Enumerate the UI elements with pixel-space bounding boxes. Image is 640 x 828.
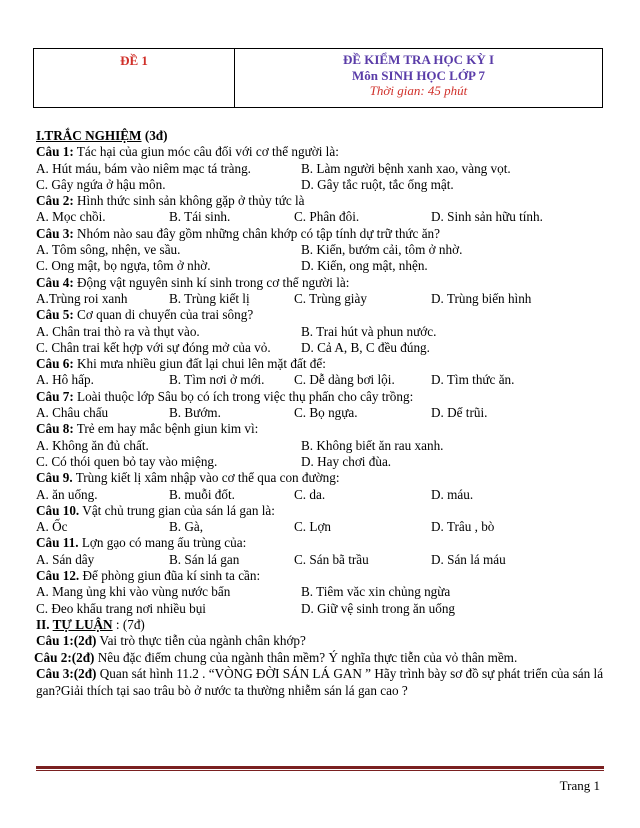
question-stem [36, 144, 606, 160]
answer-option: C. Có thói quen bỏ tay vào miệng. [36, 453, 218, 469]
answer-option: B. Gà, [169, 519, 204, 535]
essay-label: Câu 2:(2đ) [34, 649, 95, 665]
question-label: Câu 3: [36, 225, 74, 241]
answer-option: A. Hô hấp. [36, 372, 94, 388]
question-text: Tác hại của giun móc câu đối với cơ thể người là: [73, 144, 339, 160]
exam-title: ĐỀ KIỂM TRA HỌC KỲ I [342, 52, 495, 67]
option-row [36, 340, 606, 356]
question-label: Câu 5: [36, 307, 74, 323]
exam-info [235, 49, 602, 107]
answer-option: A. Hút máu, bám vào niêm mạc tá tràng. [36, 160, 251, 176]
option-row [36, 372, 606, 388]
question-label: Câu 7: [36, 388, 74, 404]
essay-question [34, 650, 606, 667]
answer-option: D. Giữ vệ sinh trong ăn uống [301, 600, 456, 616]
answer-option: C. da. [294, 486, 326, 502]
answer-option: C. Chân trai kết hợp với sự đóng mở của vỏ. [36, 339, 271, 355]
answer-option: D. Hay chơi đùa. [301, 453, 392, 469]
answer-option: B. Trai hút và phun nước. [301, 323, 437, 339]
question-label: Câu 12. [36, 568, 80, 584]
question-text: Trùng kiết lị xâm nhập vào cơ thể qua con đường: [72, 470, 340, 486]
question-stem [36, 356, 606, 372]
answer-option: B. muỗi đốt. [169, 486, 235, 502]
question-text: Lợn gạo có mang ấu trùng của: [78, 535, 247, 551]
question-stem [36, 389, 606, 405]
question-stem [36, 503, 606, 519]
answer-option: A. Tôm sông, nhện, ve sầu. [36, 242, 181, 258]
question-text: Hình thức sinh sản không gặp ở thủy tức là [73, 193, 305, 209]
answer-option: A. Mọc chồi. [36, 209, 106, 225]
option-row [36, 209, 606, 225]
answer-option: C. Ong mật, bọ ngựa, tôm ở nhờ. [36, 258, 211, 274]
footer-rule [36, 766, 604, 769]
essay-text: Nêu đặc điểm chung của ngành thân mềm? Ý nghĩa thực tiễn của vỏ thân mềm. [94, 649, 518, 665]
option-row [36, 161, 606, 177]
answer-option: B. Bướm. [169, 405, 221, 421]
answer-option: D. Dế trũi. [431, 405, 488, 421]
option-row [36, 438, 606, 454]
answer-option: B. Sán lá gan [169, 551, 240, 567]
question-stem [36, 568, 606, 584]
question-stem [36, 535, 606, 551]
header-table [33, 48, 603, 108]
answer-option: D. Gây tắc ruột, tắc ống mật. [301, 176, 454, 192]
question-text: Để phòng giun đũa kí sinh ta cần: [79, 568, 261, 584]
option-row [36, 324, 606, 340]
option-row [36, 258, 606, 274]
answer-option: C. Trùng giày [294, 290, 367, 306]
answer-option: D. Tìm thức ăn. [431, 372, 515, 388]
question-label: Câu 8: [36, 421, 74, 437]
exam-content [36, 128, 606, 699]
answer-option: A.Trùng roi xanh [36, 290, 128, 306]
answer-option: B. Kiến, bướm cải, tôm ở nhờ. [301, 242, 463, 258]
exam-time: Thời gian: 45 phút [369, 83, 468, 98]
question-text: Trẻ em hay mắc bệnh giun kim vì: [73, 421, 259, 437]
question-label: Câu 9. [36, 470, 73, 486]
option-row [36, 487, 606, 503]
answer-option: D. Cả A, B, C đều đúng. [301, 339, 430, 355]
question-label: Câu 11. [36, 535, 79, 551]
answer-option: C. Phân đôi. [294, 209, 360, 225]
essay-label: Câu 1:(2đ) [36, 633, 97, 649]
answer-option: A. Mang ủng khi vào vùng nước bẩn [36, 584, 231, 600]
question-stem [36, 307, 606, 323]
question-text: Khi mưa nhiều giun đất lại chui lên mặt đất để: [73, 356, 326, 372]
question-list [36, 144, 606, 617]
part1-heading: I.TRẮC NGHIỆM (3đ) [36, 128, 168, 143]
question-text: Động vật nguyên sinh kí sinh trong cơ thể người là: [73, 274, 350, 290]
question-label: Câu 10. [36, 502, 80, 518]
essay-text: Quan sát hình 11.2 . “VÒNG ĐỜI SÁN LÁ GAN ” Hãy trình bày sơ đồ sự phát triển của sán lá gan?Giải thích tại sao trâu bò ở nước ta thường nhiễm sán lá gan cao ? [36, 666, 604, 698]
answer-option: C. Sán bã trầu [294, 551, 369, 567]
answer-option: C. Gây ngứa ở hậu môn. [36, 176, 166, 192]
answer-option: B. Tìm nơi ở mới. [169, 372, 265, 388]
question-text: Vật chủ trung gian của sán lá gan là: [79, 502, 275, 518]
answer-option: A. Ốc [36, 519, 68, 535]
option-row [36, 177, 606, 193]
answer-option: D. Kiến, ong mật, nhện. [301, 258, 428, 274]
option-row [36, 242, 606, 258]
question-label: Câu 4: [36, 274, 74, 290]
answer-option: A. Sán dây [36, 551, 95, 567]
answer-option: B. Tiêm văc xin chủng ngừa [301, 584, 451, 600]
essay-question [36, 633, 606, 650]
essay-question [36, 666, 606, 699]
answer-option: C. Lợn [294, 519, 332, 535]
question-label: Câu 1: [36, 144, 74, 160]
answer-option: B. Tái sinh. [169, 209, 231, 225]
footer-rule-thin [36, 770, 604, 771]
option-row [36, 601, 606, 617]
answer-option: A. Không ăn đủ chất. [36, 437, 149, 453]
essay-text: Vai trò thực tiễn của ngành chân khớp? [96, 633, 306, 649]
essay-label: Câu 3:(2đ) [36, 666, 97, 682]
question-label: Câu 2: [36, 193, 74, 209]
question-label: Câu 6: [36, 356, 74, 372]
answer-option: D. máu. [431, 486, 474, 502]
option-row [36, 584, 606, 600]
option-row [36, 405, 606, 421]
answer-option: B. Làm người bệnh xanh xao, vàng vọt. [301, 160, 511, 176]
question-stem [36, 470, 606, 486]
answer-option: A. ăn uống. [36, 486, 98, 502]
answer-option: B. Không biết ăn rau xanh. [301, 437, 444, 453]
answer-option: C. Bọ ngựa. [294, 405, 358, 421]
question-text: Cơ quan di chuyển của trai sông? [73, 307, 254, 323]
option-row [36, 552, 606, 568]
option-row [36, 454, 606, 470]
answer-option: D. Trùng biến hình [431, 290, 532, 306]
answer-option: D. Sán lá máu [431, 551, 506, 567]
answer-option: C. Đeo khẩu trang nơi nhiều bụi [36, 600, 206, 616]
answer-option: A. Châu chấu [36, 405, 109, 421]
answer-option: D. Sinh sản hữu tính. [431, 209, 543, 225]
question-text: Loài thuộc lớp Sâu bọ có ích trong việc thụ phấn cho cây trồng: [73, 388, 414, 404]
answer-option: A. Chân trai thò ra và thụt vào. [36, 323, 200, 339]
question-text: Nhóm nào sau đây gồm những chân khớp có tập tính dự trữ thức ăn? [73, 225, 441, 241]
page-number: Trang 1 [559, 778, 600, 793]
essay-list [36, 633, 606, 699]
question-stem [36, 226, 606, 242]
exam-code: ĐỀ 1 [34, 49, 235, 107]
question-stem [36, 193, 606, 209]
answer-option: C. Dễ dàng bơi lội. [294, 372, 395, 388]
option-row [36, 519, 606, 535]
answer-option: D. Trâu , bò [431, 519, 495, 535]
question-stem [36, 275, 606, 291]
part2-heading: II. TỰ LUẬN : (7đ) [36, 616, 145, 632]
exam-subject: Môn SINH HỌC LỚP 7 [352, 67, 485, 83]
option-row [36, 291, 606, 307]
question-stem [36, 421, 606, 437]
answer-option: B. Trùng kiết lị [169, 290, 250, 306]
